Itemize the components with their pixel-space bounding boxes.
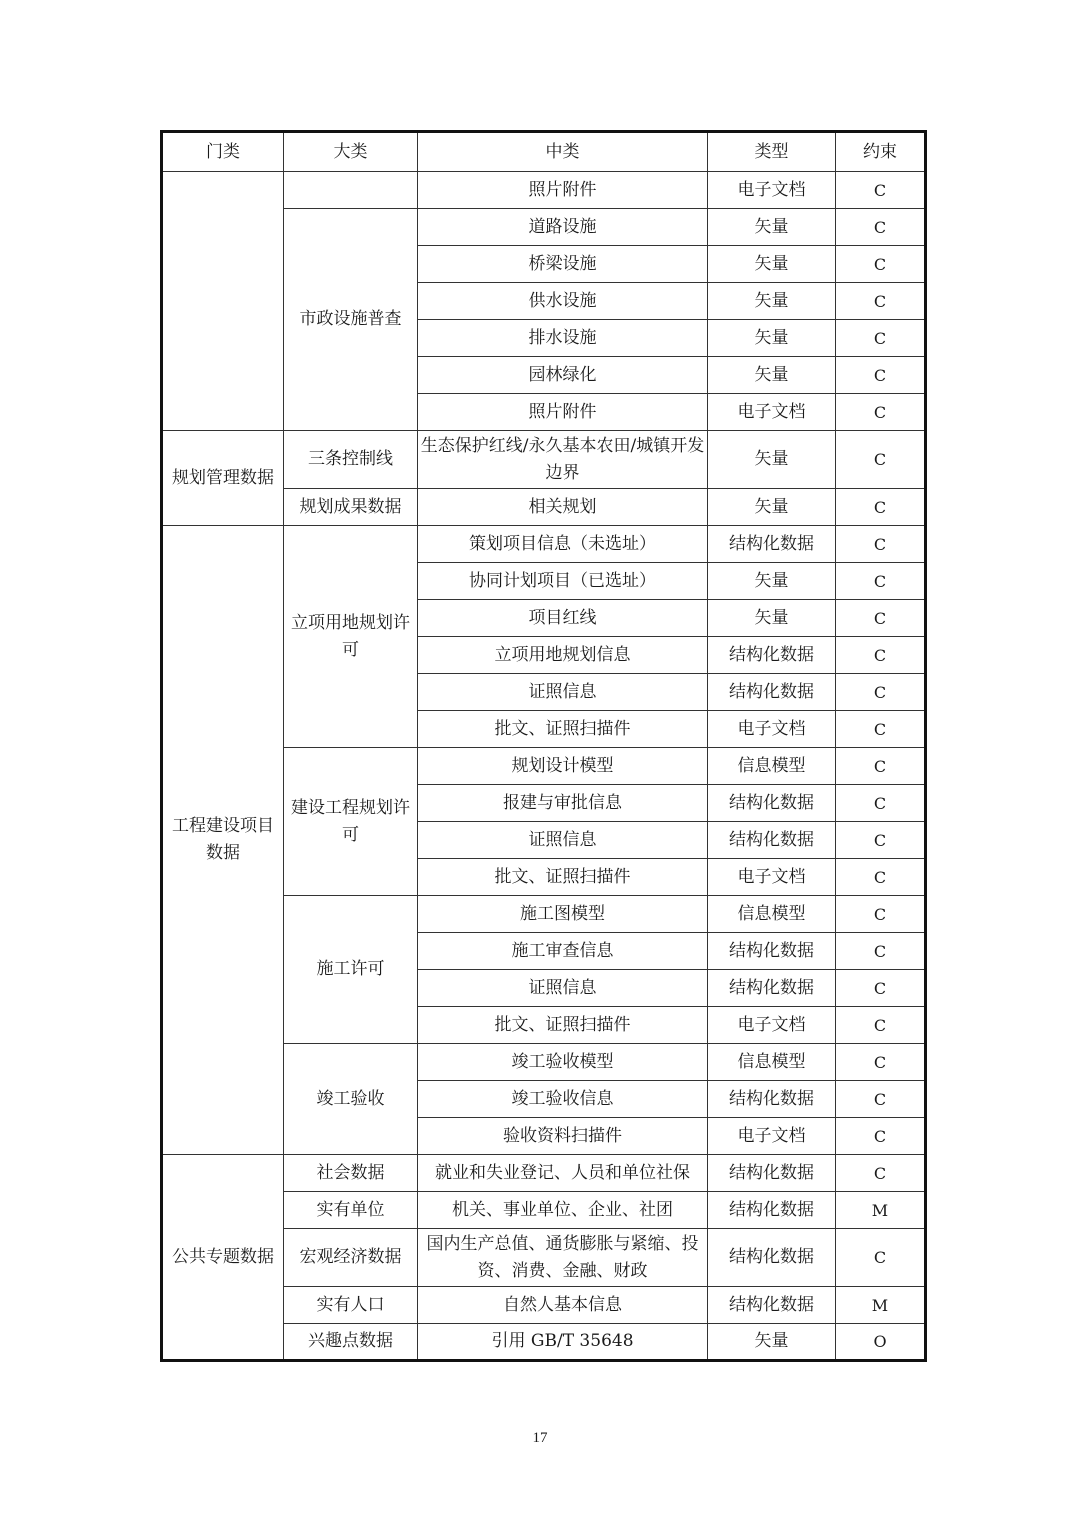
type-cell: 结构化数据	[708, 970, 836, 1007]
constraint-cell: C	[836, 1229, 926, 1287]
type-cell: 信息模型	[708, 1044, 836, 1081]
type-cell: 结构化数据	[708, 1229, 836, 1287]
constraint-cell: C	[836, 674, 926, 711]
table-row	[162, 526, 926, 563]
major-class-cell: 宏观经济数据	[284, 1229, 418, 1287]
constraint-cell: C	[836, 1155, 926, 1192]
table-row	[162, 172, 926, 209]
data-table	[160, 130, 927, 1362]
type-cell: 矢量	[708, 283, 836, 320]
header-cell-category: 门类	[162, 132, 284, 172]
middle-class-cell: 相关规划	[418, 489, 708, 526]
type-cell: 矢量	[708, 600, 836, 637]
middle-class-cell: 施工图模型	[418, 896, 708, 933]
major-class-cell: 社会数据	[284, 1155, 418, 1192]
type-cell: 矢量	[708, 489, 836, 526]
constraint-cell: C	[836, 785, 926, 822]
major-class-cell: 兴趣点数据	[284, 1324, 418, 1361]
major-class-cell: 实有人口	[284, 1287, 418, 1324]
middle-class-cell: 照片附件	[418, 394, 708, 431]
type-cell: 结构化数据	[708, 637, 836, 674]
type-cell: 矢量	[708, 1324, 836, 1361]
middle-class-cell: 策划项目信息（未选址）	[418, 526, 708, 563]
constraint-cell: O	[836, 1324, 926, 1361]
middle-class-cell: 验收资料扫描件	[418, 1118, 708, 1155]
type-cell: 电子文档	[708, 859, 836, 896]
type-cell: 矢量	[708, 357, 836, 394]
constraint-cell: C	[836, 283, 926, 320]
type-cell: 结构化数据	[708, 785, 836, 822]
constraint-cell: C	[836, 859, 926, 896]
middle-class-cell: 立项用地规划信息	[418, 637, 708, 674]
major-class-cell: 立项用地规划许可	[284, 526, 418, 748]
major-class-cell: 三条控制线	[284, 431, 418, 489]
major-class-cell: 实有单位	[284, 1192, 418, 1229]
type-cell: 结构化数据	[708, 1155, 836, 1192]
middle-class-cell: 桥梁设施	[418, 246, 708, 283]
middle-class-cell: 批文、证照扫描件	[418, 711, 708, 748]
constraint-cell: C	[836, 431, 926, 489]
middle-class-cell: 证照信息	[418, 822, 708, 859]
constraint-cell: C	[836, 394, 926, 431]
middle-class-cell: 报建与审批信息	[418, 785, 708, 822]
type-cell: 电子文档	[708, 1118, 836, 1155]
middle-class-cell: 批文、证照扫描件	[418, 1007, 708, 1044]
constraint-cell: C	[836, 748, 926, 785]
table-row	[162, 431, 926, 489]
middle-class-cell: 竣工验收模型	[418, 1044, 708, 1081]
constraint-cell: C	[836, 526, 926, 563]
middle-class-cell: 排水设施	[418, 320, 708, 357]
type-cell: 信息模型	[708, 896, 836, 933]
category-cell: 规划管理数据	[162, 431, 284, 526]
type-cell: 结构化数据	[708, 1287, 836, 1324]
constraint-cell: C	[836, 209, 926, 246]
constraint-cell: C	[836, 896, 926, 933]
middle-class-cell: 自然人基本信息	[418, 1287, 708, 1324]
constraint-cell: C	[836, 933, 926, 970]
constraint-cell: C	[836, 970, 926, 1007]
major-class-cell	[284, 172, 418, 209]
header-row	[162, 132, 926, 172]
type-cell: 矢量	[708, 431, 836, 489]
constraint-cell: C	[836, 600, 926, 637]
type-cell: 电子文档	[708, 172, 836, 209]
middle-class-cell: 就业和失业登记、人员和单位社保	[418, 1155, 708, 1192]
middle-class-cell: 园林绿化	[418, 357, 708, 394]
header-cell-major-class: 大类	[284, 132, 418, 172]
type-cell: 结构化数据	[708, 933, 836, 970]
type-cell: 电子文档	[708, 1007, 836, 1044]
middle-class-cell: 施工审查信息	[418, 933, 708, 970]
middle-class-cell: 竣工验收信息	[418, 1081, 708, 1118]
constraint-cell: C	[836, 1044, 926, 1081]
header-cell-type: 类型	[708, 132, 836, 172]
major-class-cell: 建设工程规划许可	[284, 748, 418, 896]
middle-class-cell: 证照信息	[418, 674, 708, 711]
middle-class-cell: 供水设施	[418, 283, 708, 320]
type-cell: 矢量	[708, 320, 836, 357]
category-cell	[162, 172, 284, 431]
type-cell: 结构化数据	[708, 822, 836, 859]
major-class-cell: 竣工验收	[284, 1044, 418, 1155]
middle-class-cell: 生态保护红线/永久基本农田/城镇开发边界	[418, 431, 708, 489]
header-cell-middle-class: 中类	[418, 132, 708, 172]
constraint-cell: C	[836, 320, 926, 357]
major-class-cell: 规划成果数据	[284, 489, 418, 526]
category-cell: 工程建设项目数据	[162, 526, 284, 1155]
type-cell: 信息模型	[708, 748, 836, 785]
middle-class-cell: 规划设计模型	[418, 748, 708, 785]
constraint-cell: C	[836, 1007, 926, 1044]
constraint-cell: C	[836, 563, 926, 600]
constraint-cell: M	[836, 1287, 926, 1324]
constraint-cell: C	[836, 1081, 926, 1118]
constraint-cell: C	[836, 246, 926, 283]
category-cell: 公共专题数据	[162, 1155, 284, 1361]
type-cell: 结构化数据	[708, 1081, 836, 1118]
header-cell-constraint: 约束	[836, 132, 926, 172]
constraint-cell: C	[836, 489, 926, 526]
type-cell: 电子文档	[708, 394, 836, 431]
constraint-cell: M	[836, 1192, 926, 1229]
type-cell: 结构化数据	[708, 674, 836, 711]
middle-class-cell: 证照信息	[418, 970, 708, 1007]
constraint-cell: C	[836, 1118, 926, 1155]
constraint-cell: C	[836, 172, 926, 209]
type-cell: 电子文档	[708, 711, 836, 748]
constraint-cell: C	[836, 711, 926, 748]
major-class-cell: 施工许可	[284, 896, 418, 1044]
middle-class-cell: 国内生产总值、通货膨胀与紧缩、投资、消费、金融、财政	[418, 1229, 708, 1287]
middle-class-cell: 批文、证照扫描件	[418, 859, 708, 896]
type-cell: 矢量	[708, 209, 836, 246]
middle-class-cell: 照片附件	[418, 172, 708, 209]
type-cell: 结构化数据	[708, 526, 836, 563]
middle-class-cell: 协同计划项目（已选址）	[418, 563, 708, 600]
middle-class-cell: 机关、事业单位、企业、社团	[418, 1192, 708, 1229]
page-number: 17	[532, 1430, 548, 1446]
constraint-cell: C	[836, 822, 926, 859]
type-cell: 矢量	[708, 563, 836, 600]
constraint-cell: C	[836, 637, 926, 674]
table-row	[162, 1155, 926, 1192]
constraint-cell: C	[836, 357, 926, 394]
middle-class-cell: 道路设施	[418, 209, 708, 246]
major-class-cell: 市政设施普查	[284, 209, 418, 431]
middle-class-cell: 引用 GB/T 35648	[418, 1324, 708, 1361]
middle-class-cell: 项目红线	[418, 600, 708, 637]
type-cell: 矢量	[708, 246, 836, 283]
type-cell: 结构化数据	[708, 1192, 836, 1229]
